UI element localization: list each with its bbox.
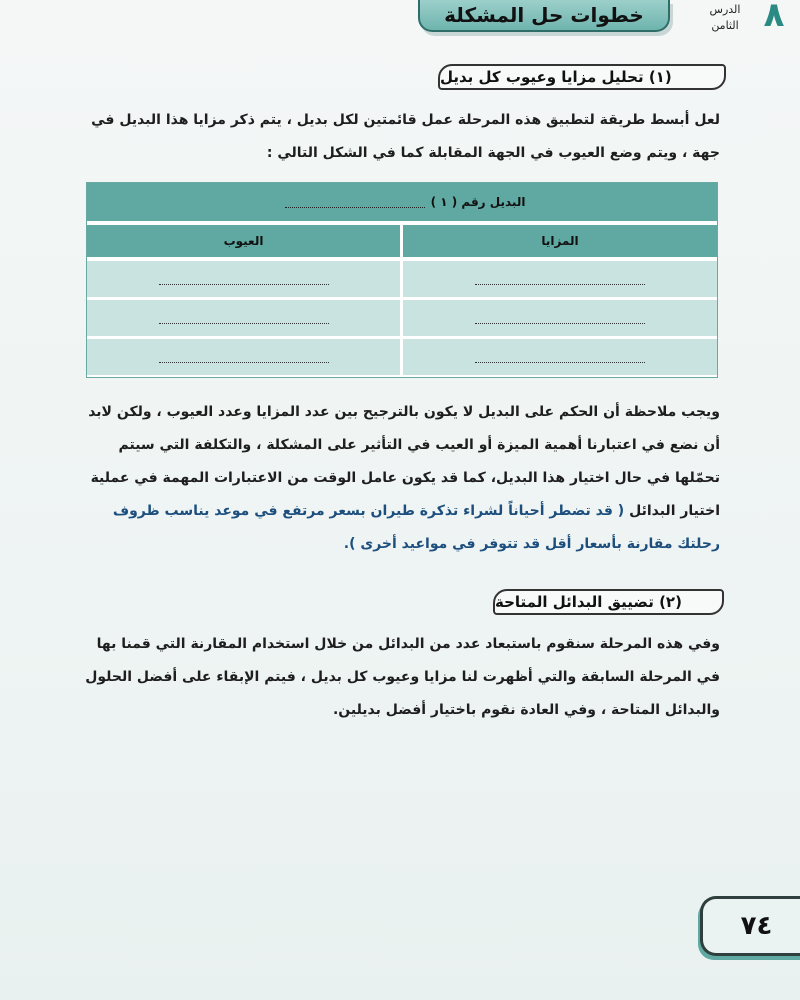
fill-line <box>159 352 329 363</box>
disadvantages-column-header: العيوب <box>87 225 400 257</box>
section1-paragraph: لعل أبسط طريقة لتطبيق هذه المرحلة عمل قائمتين لكل بديل ، يتم ذكر مزايا هذا البديل في جهة ، ويتم وضع العيوب في الجهة المقابلة كما في الشكل التالي : <box>91 112 720 161</box>
lesson-label <box>700 2 750 34</box>
disadvantage-cell <box>87 300 400 336</box>
fill-line <box>475 352 645 363</box>
advantage-cell <box>403 339 717 375</box>
fill-line <box>159 274 329 285</box>
evaluation-example-highlight: ( قد تضطر أحياناً لشراء تذكرة طيران بسعر مرتفع في موعد يناسب ظروف رحلتك مقارنة بأسعار أقل قد تتوفر في مواعيد أخرى ). <box>112 503 720 552</box>
fill-line <box>285 197 425 208</box>
fill-line <box>159 313 329 324</box>
lesson-number: ٨ <box>763 0 785 35</box>
advantages-column-header: المزايا <box>403 225 717 257</box>
evaluation-paragraph <box>78 396 720 561</box>
section2-paragraph: وفي هذه المرحلة سنقوم باستبعاد عدد من البدائل من خلال استخدام المقارنة التي قمنا بها في المرحلة السابقة والتي أظهرت لنا مزايا وعيوب كل بديل ، فيتم الإبقاء على أفضل الحلول والبدائل المتاحة ، وفي العادة نقوم باختيار أفضل بديلين. <box>85 636 720 718</box>
chapter-title: خطوات حل المشكلة <box>444 3 644 27</box>
lesson-label-ordinal: الثامن <box>711 19 739 32</box>
page-number: ٧٤ <box>700 896 800 956</box>
advantage-cell <box>403 300 717 336</box>
alternatives-table <box>86 182 718 378</box>
lesson-label-word: الدرس <box>709 3 741 16</box>
fill-line <box>475 274 645 285</box>
section-heading-2: (٢) تضييق البدائل المتاحة <box>493 589 724 615</box>
disadvantage-cell <box>87 339 400 375</box>
disadvantage-cell <box>87 261 400 297</box>
table-title: البديل رقم ( ١ ) <box>430 195 526 209</box>
evaluation-text: ويجب ملاحظة أن الحكم على البديل لا يكون بالترجيح بين عدد المزايا وعدد العيوب ، ولكن لابد أن نضع في اعتبارنا أهمية الميزة أو العيب في التأثير على المشكلة ، والتكلفة التي سيتم تحمّلها في حال اختيار هذا البديل، كما قد يكون عامل الوقت من الاعتبارات المهمة في عملية اختيار البدائل <box>88 404 720 519</box>
advantage-cell <box>403 261 717 297</box>
section-heading-1: (١) تحليل مزايا وعيوب كل بديل <box>438 64 726 90</box>
chapter-title-tab <box>418 0 670 32</box>
table-title-row <box>87 183 717 221</box>
fill-line <box>475 313 645 324</box>
